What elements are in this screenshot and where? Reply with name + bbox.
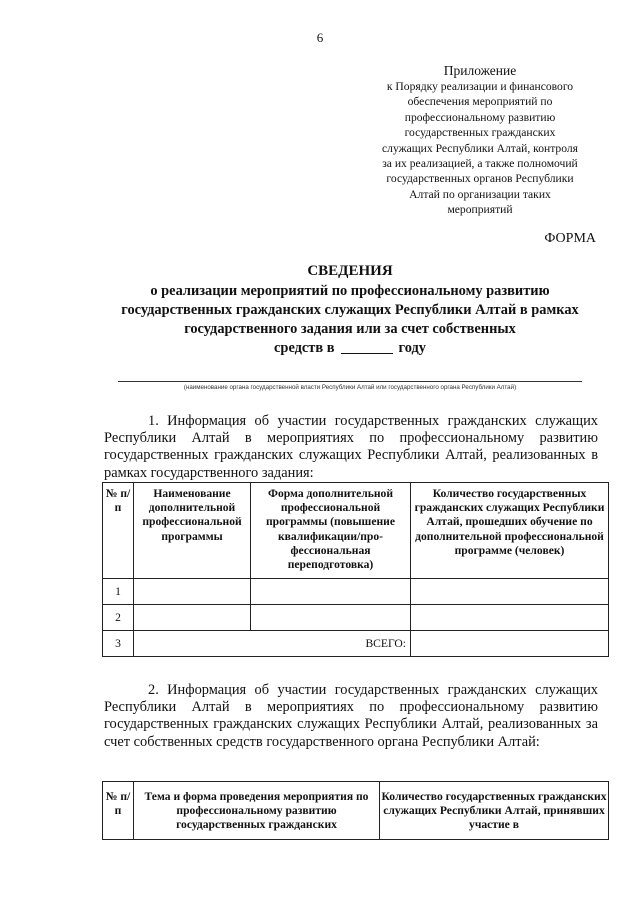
page-number: 6 [316,30,324,45]
total-value-cell[interactable] [411,631,609,657]
year-blank-field[interactable] [341,339,393,354]
row-number: 1 [103,579,134,605]
header-cell: Количество государственных гражданских служащих Республики Алтай, прошедших обучение по дополнительной профессиональной программе (человек) [411,483,609,579]
title-line: государственного задания или за счет собственных [184,321,516,337]
appendix-title: Приложение [443,63,517,78]
appendix-line: Алтай по организации таких [409,187,551,201]
document-title [100,262,600,358]
table-header-row [103,782,609,840]
table-cell[interactable] [134,605,251,631]
title-line-year [100,339,600,358]
header-cell: Наименование дополнительной профессиональной программы [134,483,251,579]
org-name-line[interactable] [118,381,582,382]
table-row [103,579,609,605]
appendix-line: государственных гражданских [404,126,556,140]
section1-table [102,482,609,657]
section2-table [102,781,609,840]
row-number: 2 [103,605,134,631]
section2-text: 2. Информация об участии государственных гражданских служащих Республики Алтай в мероприятиях по профессиональному развитию государственных гражданских служащих Республики Алтай, реализованных за счет собственных средств государственного органа Республики Алтай: [104,682,598,750]
appendix-line: мероприятий [447,203,513,217]
title-line: государственных гражданских служащих Республики Алтай в рамках [121,302,579,318]
table-cell[interactable] [411,579,609,605]
org-caption: (наименование органа государственной власти Республики Алтай или государственного органа Республики Алтай) [183,384,517,391]
title-main: СВЕДЕНИЯ [307,263,393,279]
appendix-line: служащих Республики Алтай, контроля [382,141,578,155]
header-cell: Количество государственных гражданских служащих Республики Алтай, принявших участие в [380,782,609,840]
appendix-line: профессиональному развитию [404,110,556,124]
section1-text: 1. Информация об участии государственных гражданских служащих Республики Алтай в мероприятиях по профессиональному развитию государственных гражданских служащих Республики Алтай, реализованных в рамках государственного задания: [104,413,598,481]
table-header-row [103,483,609,579]
row-number: 3 [103,631,134,657]
appendix-block [360,62,600,218]
table-cell[interactable] [411,605,609,631]
appendix-line: обеспечения мероприятий по [407,95,553,109]
header-cell: № п/п [103,483,134,579]
title-year-suffix: году [398,340,426,356]
table-total-row [103,631,609,657]
title-year-prefix: средств в [274,340,335,356]
title-line: о реализации мероприятий по профессиональному развитию [150,283,550,299]
appendix-line: за их реализацией, а также полномочий [382,157,578,171]
table-cell[interactable] [251,605,411,631]
header-cell: Тема и форма проведения мероприятия по профессиональному развитию государственных гражданских [134,782,380,840]
header-cell: Форма дополнительной профессиональной программы (повышение квалификации/про-фессиональная переподготовка) [251,483,411,579]
total-label: ВСЕГО: [134,631,411,657]
appendix-line: государственных органов Республики [386,172,574,186]
table-cell[interactable] [251,579,411,605]
table-row [103,605,609,631]
table-cell[interactable] [134,579,251,605]
appendix-line: к Порядку реализации и финансового [386,80,574,93]
header-cell: № п/п [103,782,134,840]
form-label: ФОРМА [544,231,596,246]
